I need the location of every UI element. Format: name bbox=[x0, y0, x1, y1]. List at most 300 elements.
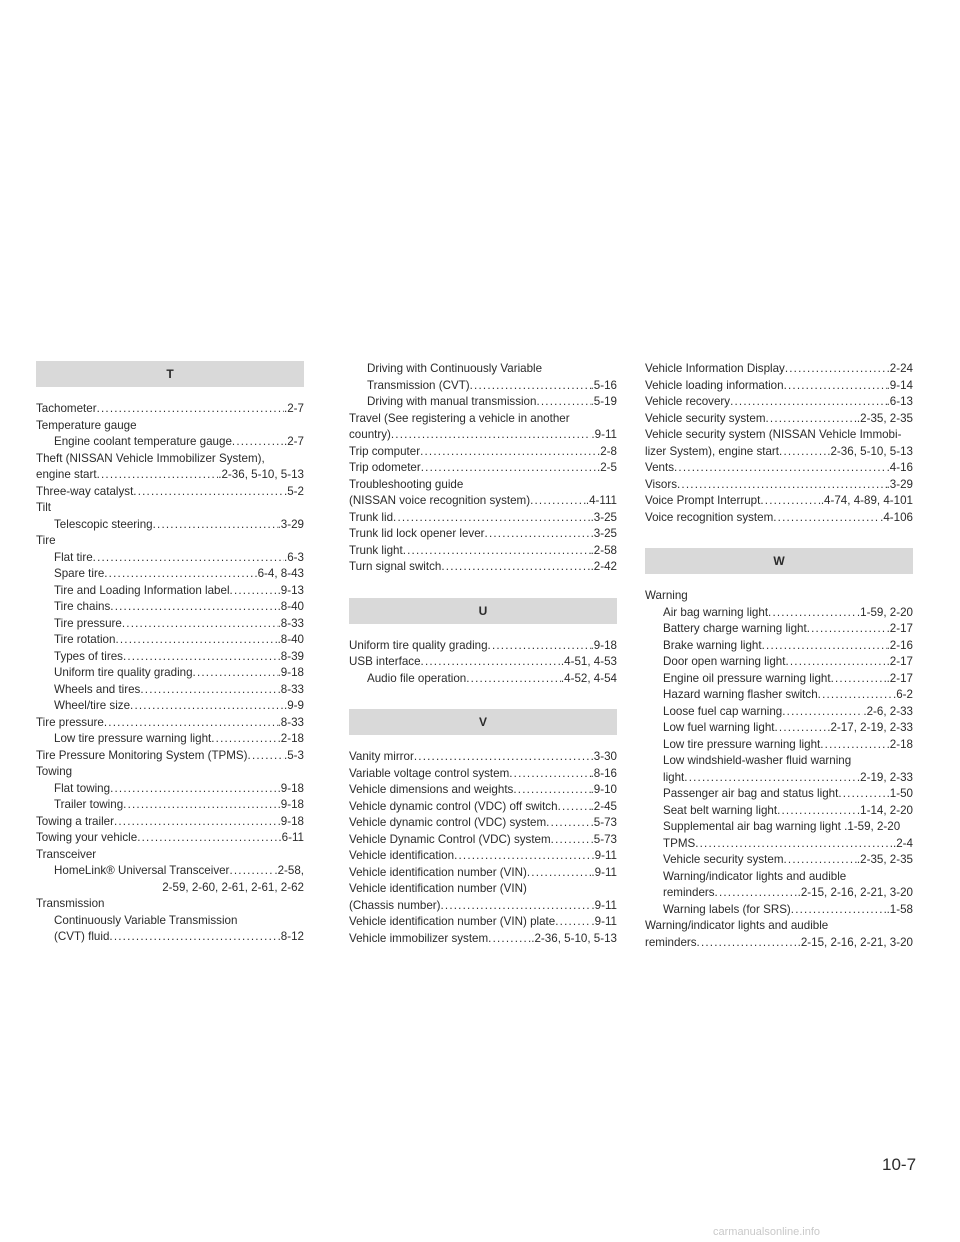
entry-term: country) bbox=[349, 428, 391, 441]
entry-term: Vehicle dimensions and weights bbox=[349, 783, 514, 796]
dot-leader bbox=[122, 616, 278, 633]
entry-page-ref: .5-19 bbox=[590, 395, 617, 408]
dot-leader bbox=[123, 649, 278, 666]
entry-term: Door open warning light bbox=[663, 655, 786, 668]
index-entry bbox=[645, 803, 913, 820]
index-entry bbox=[349, 378, 617, 395]
entry-term: Vehicle recovery bbox=[645, 395, 731, 408]
index-entry bbox=[645, 753, 913, 770]
entry-page-ref: .1-59, 2-20 bbox=[856, 605, 913, 619]
index-entry bbox=[645, 819, 913, 836]
dot-leader bbox=[555, 914, 591, 931]
index-entry bbox=[349, 526, 617, 543]
entry-page-ref: .1-50 bbox=[886, 787, 913, 800]
index-entry bbox=[349, 749, 617, 766]
dot-leader bbox=[421, 654, 561, 671]
entry-term: Tire pressure bbox=[36, 715, 104, 729]
index-entry bbox=[349, 638, 617, 655]
entry-term: (CVT) fluid bbox=[54, 930, 110, 943]
entry-page-ref: .2-19, 2-33 bbox=[856, 770, 913, 784]
entry-term: Low fuel warning light bbox=[663, 721, 775, 734]
entry-term: (NISSAN voice recognition system) bbox=[349, 494, 531, 507]
index-entry bbox=[645, 671, 913, 688]
index-entry bbox=[36, 418, 304, 435]
entry-page-ref: .5-2 bbox=[284, 484, 304, 498]
entry-page-ref: .9-11 bbox=[591, 849, 617, 862]
index-entry bbox=[36, 550, 304, 567]
entry-page-ref: .2-36, 5-10, 5-13 bbox=[531, 931, 617, 945]
dot-leader bbox=[831, 671, 887, 688]
entry-term: Trunk lid lock opener lever bbox=[349, 527, 485, 540]
index-entry bbox=[36, 616, 304, 633]
dot-leader bbox=[140, 682, 277, 699]
dot-leader bbox=[441, 898, 592, 915]
dot-leader bbox=[153, 517, 278, 534]
dot-leader bbox=[674, 460, 887, 477]
entry-term: Low tire pressure warning light bbox=[54, 732, 212, 745]
entry-term: Warning labels (for SRS) bbox=[663, 902, 791, 916]
entry-page-ref: .9-11 bbox=[591, 428, 617, 441]
dot-leader bbox=[513, 782, 590, 799]
dot-leader bbox=[110, 599, 277, 616]
entry-term: Visors bbox=[645, 477, 678, 491]
dot-leader bbox=[391, 427, 592, 444]
entry-term: Telescopic steering bbox=[54, 517, 153, 531]
index-entry bbox=[645, 621, 913, 638]
index-entry bbox=[36, 698, 304, 715]
entry-term: Types of tires bbox=[54, 649, 123, 663]
index-entry bbox=[645, 654, 913, 671]
entry-term: Tire and Loading Information label bbox=[54, 583, 230, 597]
entry-term: reminders bbox=[645, 935, 697, 949]
entry-page-ref: .2-58, bbox=[274, 864, 304, 877]
entry-term: Audio file operation bbox=[367, 671, 467, 685]
dot-leader bbox=[807, 621, 887, 638]
index-entry bbox=[645, 935, 913, 952]
entry-term: Driving with manual transmission bbox=[367, 395, 537, 408]
dot-leader bbox=[466, 671, 561, 688]
dot-leader bbox=[97, 401, 284, 418]
dot-leader bbox=[546, 815, 590, 832]
entry-page-ref: .2-36, 5-10, 5-13 bbox=[218, 468, 304, 481]
dot-leader bbox=[779, 444, 827, 461]
entry-term: Theft (NISSAN Vehicle Immobilizer System), bbox=[36, 451, 265, 465]
index-entry bbox=[645, 704, 913, 721]
index-entry bbox=[36, 484, 304, 501]
dot-leader bbox=[551, 832, 591, 849]
dot-leader bbox=[485, 526, 591, 543]
entry-page-ref: .3-30 bbox=[590, 750, 617, 763]
section-header: T bbox=[36, 361, 304, 387]
entry-term: Vehicle identification number (VIN) bbox=[349, 865, 527, 879]
entry-term: Vanity mirror bbox=[349, 750, 414, 763]
entry-term: Vehicle dynamic control (VDC) off switch bbox=[349, 799, 558, 813]
index-entry bbox=[645, 427, 913, 444]
entry-term: lizer System), engine start bbox=[645, 444, 780, 458]
entry-page-ref: .3-25 bbox=[590, 510, 617, 524]
dot-leader bbox=[393, 510, 591, 527]
entry-page-ref: .2-18 bbox=[277, 732, 304, 745]
entry-page-ref: .4-52, 4-54 bbox=[560, 671, 617, 685]
section-header: W bbox=[645, 548, 913, 574]
entry-page-ref: .6-11 bbox=[278, 831, 304, 844]
entry-term: Trunk light bbox=[349, 543, 403, 557]
entry-term: Tire chains bbox=[54, 600, 111, 613]
dot-leader bbox=[109, 929, 277, 946]
entry-term: Vehicle security system (NISSAN Vehicle Immobi- bbox=[645, 428, 902, 441]
section-gap bbox=[349, 687, 617, 709]
entry-page-ref: .2-17, 2-19, 2-33 bbox=[827, 721, 913, 734]
entry-page-ref: .6-3 bbox=[284, 550, 304, 564]
dot-leader bbox=[232, 434, 284, 451]
dot-leader bbox=[93, 550, 284, 567]
entry-term: Vehicle security system bbox=[645, 411, 766, 425]
dot-leader bbox=[414, 749, 591, 766]
entry-page-ref: .2-4 bbox=[893, 836, 913, 850]
entry-page-ref: .8-33 bbox=[277, 715, 304, 729]
entry-page-ref: .2-17 bbox=[886, 622, 913, 635]
index-entry bbox=[36, 401, 304, 418]
entry-term: Trip odometer bbox=[349, 461, 421, 474]
index-entry bbox=[645, 605, 913, 622]
entry-term: Trip computer bbox=[349, 444, 421, 458]
index-entry bbox=[36, 715, 304, 732]
index-entry bbox=[36, 880, 304, 897]
entry-term: Travel (See registering a vehicle in another bbox=[349, 411, 570, 425]
index-entry bbox=[349, 931, 617, 948]
index-entry bbox=[36, 583, 304, 600]
dot-leader bbox=[97, 467, 219, 484]
entry-page-ref: .9-18 bbox=[277, 798, 304, 811]
entry-page-ref: .4-111 bbox=[585, 494, 617, 507]
index-entry bbox=[645, 444, 913, 461]
index-entry bbox=[36, 830, 304, 847]
index-entry bbox=[645, 477, 913, 494]
dot-leader bbox=[527, 865, 592, 882]
entry-term: Vehicle loading information bbox=[645, 378, 784, 392]
index-entry bbox=[349, 411, 617, 428]
dot-leader bbox=[403, 543, 591, 560]
dot-leader bbox=[421, 460, 597, 477]
entry-term: Uniform tire quality grading bbox=[349, 638, 488, 652]
dot-leader bbox=[123, 797, 277, 814]
dot-leader bbox=[536, 394, 590, 411]
dot-leader bbox=[820, 737, 886, 754]
index-entry bbox=[36, 566, 304, 583]
entry-term: Towing bbox=[36, 765, 73, 778]
entry-page-ref: .2-7 bbox=[284, 402, 304, 415]
index-entry bbox=[349, 361, 617, 378]
entry-term: Spare tire bbox=[54, 567, 105, 580]
entry-page-ref: .9-18 bbox=[277, 666, 304, 679]
index-entry bbox=[36, 781, 304, 798]
index-entry bbox=[349, 848, 617, 865]
dot-leader bbox=[784, 378, 887, 395]
entry-page-ref: .6-13 bbox=[886, 395, 913, 408]
entry-term: Vehicle identification number (VIN) plate bbox=[349, 915, 556, 928]
index-entry bbox=[645, 918, 913, 935]
index-entry bbox=[349, 782, 617, 799]
dot-leader bbox=[762, 638, 887, 655]
dot-leader bbox=[791, 902, 887, 919]
entry-term: Warning bbox=[645, 589, 688, 602]
entry-page-ref: .3-25 bbox=[590, 527, 617, 540]
section-gap bbox=[645, 526, 913, 548]
dot-leader bbox=[470, 378, 591, 395]
dot-leader bbox=[730, 394, 887, 411]
entry-page-ref: .2-8 bbox=[597, 444, 617, 458]
entry-term: Tire pressure bbox=[54, 616, 122, 630]
index-entry bbox=[36, 517, 304, 534]
entry-term: Loose fuel cap warning bbox=[663, 704, 783, 718]
entry-term: Vehicle identification bbox=[349, 849, 455, 862]
index-entry bbox=[645, 902, 913, 919]
dot-leader bbox=[193, 665, 278, 682]
entry-term: Towing your vehicle bbox=[36, 831, 138, 844]
entry-term: Flat tire bbox=[54, 550, 93, 564]
entry-term: Warning/indicator lights and audible bbox=[663, 869, 847, 883]
dot-leader bbox=[684, 770, 857, 787]
dot-leader bbox=[818, 687, 893, 704]
entry-page-ref: .2-7 bbox=[284, 435, 304, 448]
dot-leader bbox=[488, 931, 531, 948]
entry-term: Seat belt warning light bbox=[663, 803, 778, 817]
index-entry bbox=[36, 863, 304, 880]
index-entry bbox=[349, 654, 617, 671]
entry-page-ref: .9-11 bbox=[591, 915, 617, 928]
dot-leader bbox=[782, 704, 863, 721]
entry-term: Vehicle dynamic control (VDC) system bbox=[349, 816, 547, 829]
section-gap bbox=[349, 576, 617, 598]
entry-term: Supplemental air bag warning light .1-59, 2-20 bbox=[663, 820, 901, 833]
entry-term: Driving with Continuously Variable bbox=[367, 362, 543, 375]
dot-leader bbox=[784, 852, 857, 869]
entry-page-ref: .2-17 bbox=[886, 655, 913, 668]
entry-page-ref: .8-12 bbox=[277, 930, 304, 943]
dot-leader bbox=[133, 484, 284, 501]
entry-page-ref: .9-10 bbox=[590, 783, 617, 796]
entry-term: Towing a trailer bbox=[36, 814, 114, 828]
entry-term: Vehicle Dynamic Control (VDC) system bbox=[349, 832, 551, 846]
dot-leader bbox=[766, 411, 857, 428]
dot-leader bbox=[773, 510, 880, 527]
index-entry bbox=[36, 731, 304, 748]
dot-leader bbox=[488, 638, 591, 655]
entry-term: (Chassis number) bbox=[349, 898, 441, 912]
entry-page-ref: .2-15, 2-16, 2-21, 3-20 bbox=[797, 935, 913, 949]
dot-leader bbox=[211, 731, 277, 748]
index-entry bbox=[36, 500, 304, 517]
entry-term: Vehicle Information Display bbox=[645, 362, 785, 375]
entry-term: Flat towing bbox=[54, 781, 111, 795]
index-entry bbox=[645, 687, 913, 704]
entry-page-ref: .2-6, 2-33 bbox=[863, 704, 913, 718]
index-entry bbox=[36, 649, 304, 666]
index-entry bbox=[645, 361, 913, 378]
entry-page-ref: .4-106 bbox=[880, 510, 913, 524]
entry-term: Three-way catalyst bbox=[36, 484, 134, 498]
index-entry bbox=[349, 543, 617, 560]
index-entry bbox=[349, 460, 617, 477]
entry-term: Warning/indicator lights and audible bbox=[645, 919, 829, 932]
index-entry bbox=[349, 832, 617, 849]
entry-term: Tilt bbox=[36, 501, 52, 514]
entry-page-ref: .8-16 bbox=[590, 766, 617, 780]
entry-term: Tachometer bbox=[36, 402, 97, 415]
index-entry bbox=[36, 913, 304, 930]
index-entry bbox=[36, 533, 304, 550]
index-entry bbox=[645, 720, 913, 737]
entry-page-ref: .2-45 bbox=[590, 799, 617, 813]
entry-term: Wheel/tire size bbox=[54, 699, 131, 712]
index-entry bbox=[645, 510, 913, 527]
index-entry bbox=[36, 797, 304, 814]
index-column-2 bbox=[349, 361, 617, 947]
entry-page-ref: .2-15, 2-16, 2-21, 3-20 bbox=[797, 886, 913, 899]
index-entry bbox=[645, 852, 913, 869]
entry-page-ref: .4-74, 4-89, 4-101 bbox=[820, 494, 913, 507]
entry-page-ref: .9-11 bbox=[591, 865, 617, 879]
index-entry bbox=[36, 847, 304, 864]
entry-page-ref: .3-29 bbox=[886, 477, 913, 491]
index-entry bbox=[645, 411, 913, 428]
dot-leader bbox=[838, 786, 886, 803]
entry-page-ref: .2-58 bbox=[590, 543, 617, 557]
dot-leader bbox=[509, 766, 590, 783]
page-number: 10-7 bbox=[882, 1155, 917, 1174]
entry-page-ref: .9-18 bbox=[590, 638, 617, 652]
dot-leader bbox=[104, 566, 254, 583]
entry-page-ref: .2-42 bbox=[590, 560, 617, 573]
entry-term: Troubleshooting guide bbox=[349, 477, 464, 491]
index-entry bbox=[349, 766, 617, 783]
entry-page-ref: .2-35, 2-35 bbox=[856, 853, 913, 866]
entry-term: HomeLink® Universal Transceiver bbox=[54, 864, 230, 877]
dot-leader bbox=[697, 935, 798, 952]
section-header: V bbox=[349, 709, 617, 735]
index-entry bbox=[645, 588, 913, 605]
entry-page-ref: .8-40 bbox=[277, 633, 304, 646]
entry-term: Tire rotation bbox=[54, 633, 116, 646]
entry-term: light bbox=[663, 770, 685, 784]
dot-leader bbox=[115, 632, 277, 649]
entry-page-ref: .2-24 bbox=[886, 362, 913, 375]
entry-page-ref: .2-36, 5-10, 5-13 bbox=[827, 444, 913, 458]
index-entry bbox=[645, 493, 913, 510]
entry-term: Uniform tire quality grading bbox=[54, 666, 193, 679]
index-entry bbox=[349, 671, 617, 688]
index-entry bbox=[36, 451, 304, 468]
entry-page-ref: .2-5 bbox=[597, 461, 617, 474]
entry-term: Tire bbox=[36, 534, 56, 547]
dot-leader bbox=[248, 748, 284, 765]
entry-term: reminders bbox=[663, 886, 715, 899]
entry-page-ref: .4-51, 4-53 bbox=[560, 655, 617, 668]
index-entry bbox=[349, 815, 617, 832]
entry-term: Passenger air bag and status light bbox=[663, 787, 839, 800]
index-entry bbox=[349, 444, 617, 461]
entry-term: Battery charge warning light bbox=[663, 622, 807, 635]
entry-page-ref: .9-11 bbox=[591, 898, 617, 912]
entry-page-ref: .2-18 bbox=[886, 737, 913, 751]
dot-leader bbox=[775, 720, 828, 737]
index-entry bbox=[36, 896, 304, 913]
index-entry bbox=[645, 737, 913, 754]
index-entry bbox=[36, 814, 304, 831]
entry-term: TPMS bbox=[663, 836, 696, 850]
entry-page-ref: .6-4, 8-43 bbox=[254, 567, 304, 580]
entry-page-ref: .9-18 bbox=[277, 814, 304, 828]
entry-page-ref: .6-2 bbox=[893, 688, 913, 701]
index-entry bbox=[349, 881, 617, 898]
index-entry bbox=[36, 434, 304, 451]
entry-term: Transceiver bbox=[36, 847, 97, 861]
entry-page-ref: .2-17 bbox=[886, 671, 913, 685]
index-entry bbox=[349, 493, 617, 510]
index-entry bbox=[36, 599, 304, 616]
dot-leader bbox=[104, 715, 278, 732]
dot-leader bbox=[530, 493, 586, 510]
index-entry bbox=[645, 869, 913, 886]
entry-term: engine start bbox=[36, 468, 97, 481]
entry-page-ref: .9-9 bbox=[284, 699, 304, 712]
entry-page-ref: .2-16 bbox=[886, 638, 913, 652]
entry-term: Continuously Variable Transmission bbox=[54, 913, 238, 927]
index-entry bbox=[349, 914, 617, 931]
entry-term: Turn signal switch bbox=[349, 560, 442, 573]
entry-page-ref: .4-16 bbox=[886, 461, 913, 474]
entry-page-ref: .1-14, 2-20 bbox=[856, 803, 913, 817]
entry-term: USB interface bbox=[349, 655, 421, 668]
entry-term: Transmission bbox=[36, 897, 105, 910]
dot-leader bbox=[441, 559, 590, 576]
index-entry bbox=[645, 786, 913, 803]
dot-leader bbox=[695, 836, 893, 853]
dot-leader bbox=[130, 698, 284, 715]
index-entry bbox=[645, 638, 913, 655]
dot-leader bbox=[777, 803, 857, 820]
entry-term: Brake warning light bbox=[663, 638, 762, 652]
index-entry bbox=[349, 559, 617, 576]
entry-term: Hazard warning flasher switch bbox=[663, 688, 818, 701]
index-entry bbox=[645, 394, 913, 411]
entry-page-ref: .9-18 bbox=[277, 781, 304, 795]
index-entry bbox=[645, 836, 913, 853]
index-entry bbox=[36, 665, 304, 682]
dot-leader bbox=[230, 583, 278, 600]
entry-page-ref: .8-40 bbox=[277, 600, 304, 613]
entry-term: Vehicle security system bbox=[663, 853, 784, 866]
index-entry bbox=[36, 632, 304, 649]
entry-term: Trunk lid bbox=[349, 510, 394, 524]
dot-leader bbox=[229, 863, 274, 880]
entry-term: Transmission (CVT) bbox=[367, 378, 470, 392]
entry-page-ref: .3-29 bbox=[277, 517, 304, 531]
entry-page-ref: .9-13 bbox=[277, 583, 304, 597]
index-entry bbox=[36, 748, 304, 765]
entry-page-ref: .5-16 bbox=[590, 378, 617, 392]
section-header: U bbox=[349, 598, 617, 624]
watermark: carmanualsonline.info bbox=[713, 1226, 821, 1238]
entry-page-ref: .5-3 bbox=[284, 748, 304, 762]
index-entry bbox=[349, 477, 617, 494]
entry-term: Air bag warning light bbox=[663, 605, 769, 619]
dot-leader bbox=[768, 605, 857, 622]
dot-leader bbox=[558, 799, 591, 816]
index-entry bbox=[36, 682, 304, 699]
entry-page-ref: .9-14 bbox=[886, 378, 913, 392]
entry-term: Tire Pressure Monitoring System (TPMS) bbox=[36, 748, 248, 762]
